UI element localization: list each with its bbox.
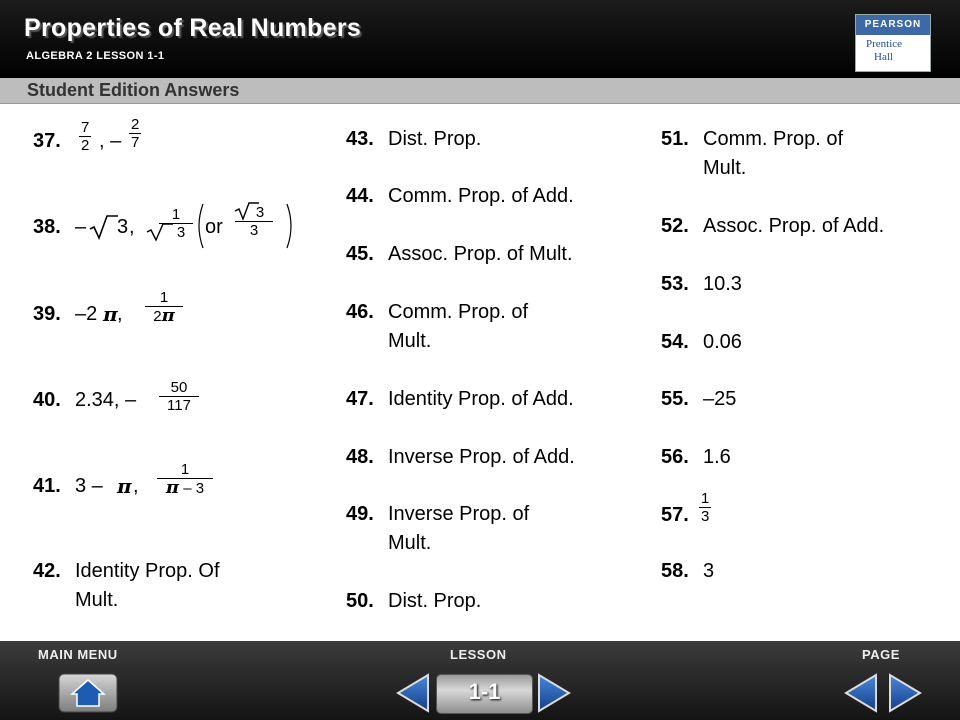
answer-58	[661, 558, 941, 588]
previous-page-button[interactable]	[840, 672, 880, 714]
answer-37	[33, 116, 313, 168]
answer-text-line2: Mult.	[703, 157, 747, 179]
section-title: Student Edition Answers	[27, 80, 240, 100]
minus-sign: –	[75, 216, 87, 238]
answer-text: 3	[703, 560, 715, 582]
answer-text-line1: Identity Prop. Of	[75, 560, 220, 582]
answer-54	[661, 329, 941, 359]
fraction-seven-halves	[79, 119, 91, 154]
fraction-one-third	[699, 490, 711, 525]
comma: ,	[117, 303, 123, 325]
answer-46	[346, 299, 626, 355]
page-label: PAGE	[862, 647, 900, 662]
answer-text: Assoc. Prop. of Mult.	[388, 243, 573, 265]
answer-52	[661, 213, 941, 243]
right-parenthesis-icon	[285, 202, 297, 250]
pearson-logo	[855, 14, 931, 72]
denominator: 2	[81, 137, 90, 154]
numerator: 1	[171, 206, 181, 223]
lesson-label: LESSON	[450, 647, 507, 662]
home-button[interactable]	[58, 673, 118, 713]
answer-number: 37.	[33, 130, 61, 152]
next-lesson-button[interactable]	[535, 672, 575, 714]
answer-text: Assoc. Prop. of Add.	[703, 215, 885, 237]
logo-line-prentice: Prentice	[866, 38, 903, 50]
next-page-arrow-icon	[890, 675, 920, 711]
expression-prefix: 3 –	[75, 475, 103, 497]
previous-lesson-button[interactable]	[392, 672, 432, 714]
next-page-button[interactable]	[886, 672, 926, 714]
logo-imprint	[856, 35, 930, 64]
denominator: 117	[159, 396, 199, 414]
answer-text: Dist. Prop.	[388, 128, 482, 150]
answer-45	[346, 241, 626, 271]
answer-55	[661, 386, 941, 416]
answer-53	[661, 271, 941, 301]
pi-symbol: π	[103, 302, 118, 326]
logo-brand: PEARSON	[856, 15, 930, 35]
logo-line-hall: Hall	[874, 51, 893, 63]
answer-text-line2: Mult.	[388, 330, 432, 352]
answer-text-line1: Comm. Prop. of	[703, 128, 844, 150]
answer-number: 38.	[33, 216, 61, 238]
denominator-digit: 2	[153, 308, 162, 325]
answer-number: 41.	[33, 475, 61, 497]
answer-57	[661, 490, 941, 542]
or-word: or	[205, 216, 223, 238]
answer-number: 52.	[661, 215, 689, 237]
numerator: 3	[255, 204, 265, 221]
answer-40	[33, 379, 233, 427]
answer-number: 56.	[661, 446, 689, 468]
radicand: 3	[117, 216, 129, 238]
header-bar	[0, 0, 960, 78]
answer-number: 44.	[346, 185, 374, 207]
numerator: 1	[159, 289, 169, 306]
denominator	[157, 478, 213, 497]
radical-sign-icon	[145, 222, 175, 242]
answer-56	[661, 444, 941, 474]
answer-number: 40.	[33, 389, 61, 411]
fraction-fifty-over-117	[159, 379, 199, 414]
answer-text-line1: Comm. Prop. of	[388, 301, 529, 323]
answer-50	[346, 588, 626, 618]
answer-text: Comm. Prop. of Add.	[388, 185, 574, 207]
answer-text: Inverse Prop. of Add.	[388, 446, 575, 468]
coefficient: –2	[75, 303, 98, 325]
answer-number: 39.	[33, 303, 61, 325]
answer-number: 42.	[33, 560, 61, 582]
answer-44	[346, 183, 626, 213]
next-lesson-arrow-icon	[539, 675, 569, 711]
denominator: 3	[159, 223, 193, 241]
answer-number: 45.	[346, 243, 374, 265]
numerator: 50	[170, 379, 188, 396]
radical-sign-icon	[88, 214, 118, 240]
denominator	[145, 306, 183, 325]
answer-49	[346, 501, 626, 557]
answer-text: Identity Prop. of Add.	[388, 388, 574, 410]
answer-51	[661, 126, 941, 182]
answer-number: 58.	[661, 560, 689, 582]
denominator: 3	[235, 221, 273, 239]
answer-number: 54.	[661, 331, 689, 353]
lesson-number-badge: 1-1	[436, 674, 533, 714]
denominator: 7	[131, 134, 140, 151]
answer-43	[346, 126, 626, 156]
fraction-one-over-pi-minus-three	[157, 461, 213, 497]
separator: , –	[99, 130, 122, 152]
answer-text-line2: Mult.	[75, 589, 119, 611]
answer-number: 55.	[661, 388, 689, 410]
previous-lesson-arrow-icon	[398, 675, 428, 711]
left-parenthesis-icon	[193, 202, 205, 250]
answer-text: 1.6	[703, 446, 731, 468]
answer-number: 50.	[346, 590, 374, 612]
answer-41	[33, 461, 253, 513]
answer-number: 57.	[661, 504, 689, 526]
answer-42	[33, 558, 293, 614]
answer-38	[33, 204, 323, 254]
numerator: 1	[180, 461, 190, 478]
numerator: 7	[81, 119, 90, 136]
denominator-tail: – 3	[183, 480, 205, 497]
answer-text: 10.3	[703, 273, 742, 295]
answer-text: –25	[703, 388, 737, 410]
answer-39	[33, 289, 233, 341]
answer-number: 53.	[661, 273, 689, 295]
previous-page-arrow-icon	[846, 675, 876, 711]
numerator: 2	[131, 116, 140, 133]
answer-text-line2: Mult.	[388, 532, 432, 554]
comma: ,	[129, 216, 135, 238]
main-menu-label: MAIN MENU	[38, 647, 118, 662]
answer-48	[346, 444, 626, 474]
answer-number: 46.	[346, 301, 374, 323]
denominator: 3	[701, 508, 710, 525]
answer-number: 47.	[346, 388, 374, 410]
radical-sign-icon	[233, 201, 259, 221]
answer-number: 48.	[346, 446, 374, 468]
numerator: 1	[701, 490, 710, 507]
answer-47	[346, 386, 626, 416]
lesson-subtitle: ALGEBRA 2 LESSON 1-1	[26, 50, 165, 62]
answer-text: 2.34, –	[75, 389, 137, 411]
fraction-two-sevenths	[129, 116, 141, 151]
answer-number: 49.	[346, 503, 374, 525]
answer-text: 0.06	[703, 331, 742, 353]
answer-number: 51.	[661, 128, 689, 150]
section-bar	[0, 78, 960, 104]
pi-symbol: π	[161, 305, 175, 326]
fraction-one-over-two-pi	[145, 289, 183, 325]
pi-symbol: π	[165, 477, 180, 498]
answer-text-line1: Inverse Prop. of	[388, 503, 530, 525]
page-title: Properties of Real Numbers	[24, 14, 362, 42]
comma: ,	[133, 475, 139, 497]
answer-text: Dist. Prop.	[388, 590, 482, 612]
pi-symbol: π	[117, 474, 132, 498]
answer-number: 43.	[346, 128, 374, 150]
